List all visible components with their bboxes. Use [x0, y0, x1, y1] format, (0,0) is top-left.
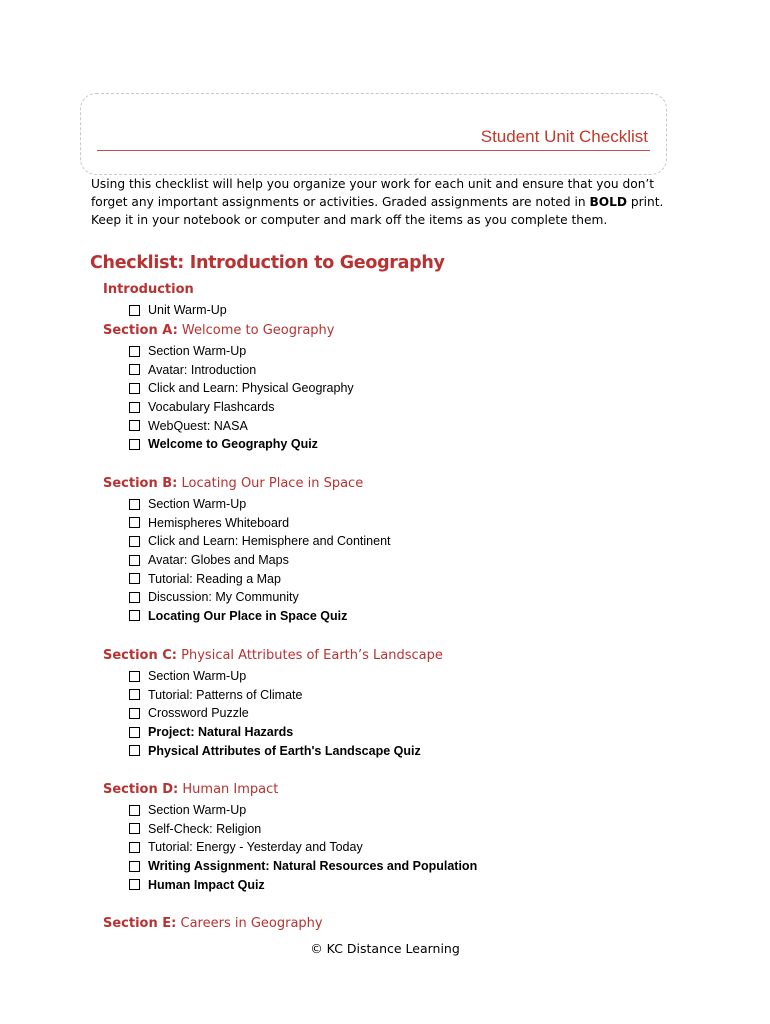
- checkbox[interactable]: [129, 610, 140, 621]
- checklist-item[interactable]: [129, 301, 227, 320]
- item-label: Welcome to Geography Quiz: [148, 437, 318, 452]
- section-label: Section C:: [103, 648, 178, 663]
- checklist-item-graded[interactable]: [129, 723, 421, 742]
- checklist-section-b: [129, 495, 391, 625]
- page-title: Student Unit Checklist: [480, 127, 648, 146]
- checkbox[interactable]: [129, 823, 140, 834]
- section-label: Section D:: [103, 782, 179, 797]
- item-label: Click and Learn: Hemisphere and Continent: [148, 534, 391, 549]
- item-label: Unit Warm-Up: [148, 303, 227, 318]
- checklist-item[interactable]: [129, 495, 391, 514]
- checklist-item[interactable]: [129, 838, 477, 857]
- item-label: Vocabulary Flashcards: [148, 400, 275, 415]
- checklist-section-a: [129, 342, 354, 454]
- item-label: Self-Check: Religion: [148, 821, 262, 836]
- checkbox[interactable]: [129, 727, 140, 738]
- checklist-title: Checklist: Introduction to Geography: [90, 253, 445, 273]
- item-label: Project: Natural Hazards: [148, 725, 294, 740]
- checkbox[interactable]: [129, 671, 140, 682]
- intro-paragraph: [91, 175, 681, 229]
- checklist-item-graded[interactable]: [129, 875, 477, 894]
- item-label: Section Warm-Up: [148, 669, 247, 684]
- checkbox[interactable]: [129, 861, 140, 872]
- checkbox[interactable]: [129, 745, 140, 756]
- section-heading-b: [103, 476, 363, 491]
- checklist-item[interactable]: [129, 342, 354, 361]
- checklist-item[interactable]: [129, 820, 477, 839]
- checkbox[interactable]: [129, 555, 140, 566]
- checkbox[interactable]: [129, 420, 140, 431]
- section-title: Human Impact: [182, 782, 279, 797]
- header-divider: [97, 150, 650, 151]
- checklist-item[interactable]: [129, 514, 391, 533]
- checklist-item-graded[interactable]: [129, 857, 477, 876]
- section-heading-introduction: [103, 282, 194, 297]
- checkbox[interactable]: [129, 305, 140, 316]
- section-label: Section E:: [103, 916, 177, 931]
- footer-copyright: © KC Distance Learning: [310, 941, 460, 956]
- checklist-item[interactable]: [129, 398, 354, 417]
- section-heading-d: [103, 782, 278, 797]
- item-label: Tutorial: Energy - Yesterday and Today: [148, 840, 363, 855]
- checkbox[interactable]: [129, 364, 140, 375]
- checklist-item[interactable]: [129, 667, 421, 686]
- checkbox[interactable]: [129, 499, 140, 510]
- section-heading-c: [103, 648, 443, 663]
- section-label: Section A:: [103, 323, 178, 338]
- item-label: Avatar: Globes and Maps: [148, 553, 289, 568]
- section-heading-e: [103, 916, 323, 931]
- header-box: [80, 93, 667, 175]
- item-label: Crossword Puzzle: [148, 706, 249, 721]
- section-title: Welcome to Geography: [181, 323, 335, 338]
- checkbox[interactable]: [129, 842, 140, 853]
- checklist-item[interactable]: [129, 686, 421, 705]
- checklist-item[interactable]: [129, 416, 354, 435]
- checklist-item-graded[interactable]: [129, 435, 354, 454]
- checklist-item[interactable]: [129, 379, 354, 398]
- item-label: Section Warm-Up: [148, 803, 247, 818]
- checkbox[interactable]: [129, 346, 140, 357]
- checklist-item[interactable]: [129, 588, 391, 607]
- checkbox[interactable]: [129, 879, 140, 890]
- checkbox[interactable]: [129, 536, 140, 547]
- item-label: Physical Attributes of Earth's Landscape Quiz: [148, 743, 421, 758]
- checklist-item[interactable]: [129, 532, 391, 551]
- intro-text-1: Using this checklist will help you organize your work for each unit and ensure that you don’t forget any important assignments or activities. Graded assignments are noted in: [91, 177, 655, 209]
- item-label: Tutorial: Patterns of Climate: [148, 687, 303, 702]
- checklist-section-c: [129, 667, 421, 760]
- checkbox[interactable]: [129, 402, 140, 413]
- checkbox[interactable]: [129, 517, 140, 528]
- item-label: Avatar: Introduction: [148, 362, 257, 377]
- section-label: Introduction: [103, 282, 194, 297]
- checkbox[interactable]: [129, 383, 140, 394]
- section-title: Physical Attributes of Earth’s Landscape: [181, 648, 443, 663]
- item-label: Section Warm-Up: [148, 497, 247, 512]
- item-label: WebQuest: NASA: [148, 418, 248, 433]
- checklist-item-graded[interactable]: [129, 741, 421, 760]
- section-heading-a: [103, 323, 334, 338]
- checkbox[interactable]: [129, 592, 140, 603]
- checklist-item[interactable]: [129, 551, 391, 570]
- intro-text-2: print. Keep it in your notebook or computer and mark off the items as you complete them.: [91, 195, 664, 227]
- item-label: Discussion: My Community: [148, 590, 299, 605]
- checklist-item[interactable]: [129, 801, 477, 820]
- item-label: Click and Learn: Physical Geography: [148, 381, 354, 396]
- checkbox[interactable]: [129, 573, 140, 584]
- checklist-item[interactable]: [129, 361, 354, 380]
- item-label: Section Warm-Up: [148, 344, 247, 359]
- item-label: Hemispheres Whiteboard: [148, 515, 290, 530]
- checklist-item-graded[interactable]: [129, 607, 391, 626]
- checklist-item[interactable]: [129, 704, 421, 723]
- intro-bold-word: BOLD: [589, 195, 628, 209]
- checklist-item[interactable]: [129, 569, 391, 588]
- checklist-section-d: [129, 801, 477, 894]
- item-label: Locating Our Place in Space Quiz: [148, 608, 348, 623]
- checkbox[interactable]: [129, 805, 140, 816]
- checklist-introduction: [129, 301, 227, 320]
- checkbox[interactable]: [129, 708, 140, 719]
- item-label: Writing Assignment: Natural Resources and Population: [148, 859, 478, 874]
- section-label: Section B:: [103, 476, 178, 491]
- item-label: Tutorial: Reading a Map: [148, 571, 281, 586]
- checkbox[interactable]: [129, 689, 140, 700]
- item-label: Human Impact Quiz: [148, 877, 265, 892]
- checkbox[interactable]: [129, 439, 140, 450]
- section-title: Careers in Geography: [180, 916, 323, 931]
- section-title: Locating Our Place in Space: [181, 476, 364, 491]
